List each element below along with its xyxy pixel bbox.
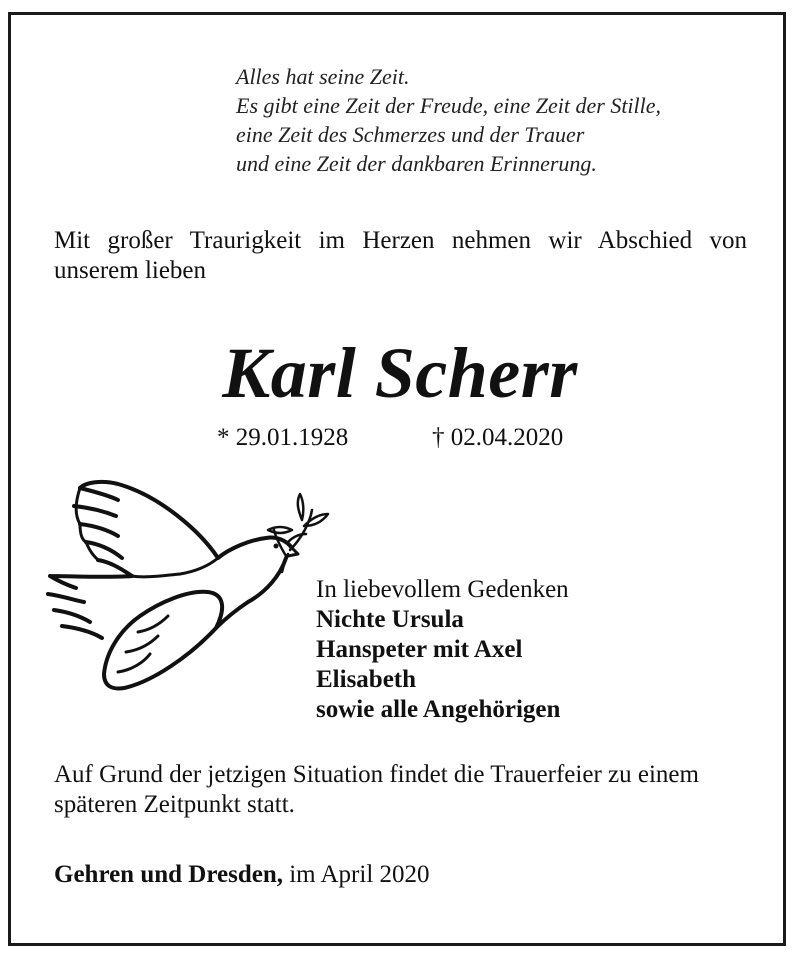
deceased-name: Karl Scherr: [222, 333, 578, 413]
place-and-date: [54, 860, 430, 890]
birth-date: * 29.01.1928: [217, 424, 349, 451]
poem: [236, 62, 776, 178]
mourner-name: Elisabeth: [316, 666, 417, 693]
mourners-heading: In liebevollem Gedenken: [316, 576, 569, 603]
dove-with-olive-branch-icon: [40, 476, 330, 696]
mourners-block: [316, 575, 569, 725]
mourner-name: sowie alle Angehörigen: [316, 696, 561, 723]
death-date: † 02.04.2020: [432, 424, 564, 451]
place-location: Gehren und Dresden,: [54, 861, 283, 888]
mourner-name: Nichte Ursula: [316, 606, 464, 633]
mourner-name: Hanspeter mit Axel: [316, 636, 523, 663]
place-date: im April 2020: [289, 861, 430, 888]
situation-notice: Auf Grund der jetzigen Situation findet die Trauerfeier zu einem späteren Zeitpunkt statt.: [54, 761, 699, 818]
poem-line: Alles hat seine Zeit.: [236, 64, 410, 89]
poem-line: Es gibt eine Zeit der Freude, eine Zeit der Stille,: [236, 93, 662, 118]
intro-text: Mit großer Traurigkeit im Herzen nehmen wir Abschied von unserem lieben: [54, 227, 747, 284]
poem-line: und eine Zeit der dankbaren Erinnerung.: [236, 151, 597, 176]
poem-line: eine Zeit des Schmerzes und der Trauer: [236, 122, 585, 147]
